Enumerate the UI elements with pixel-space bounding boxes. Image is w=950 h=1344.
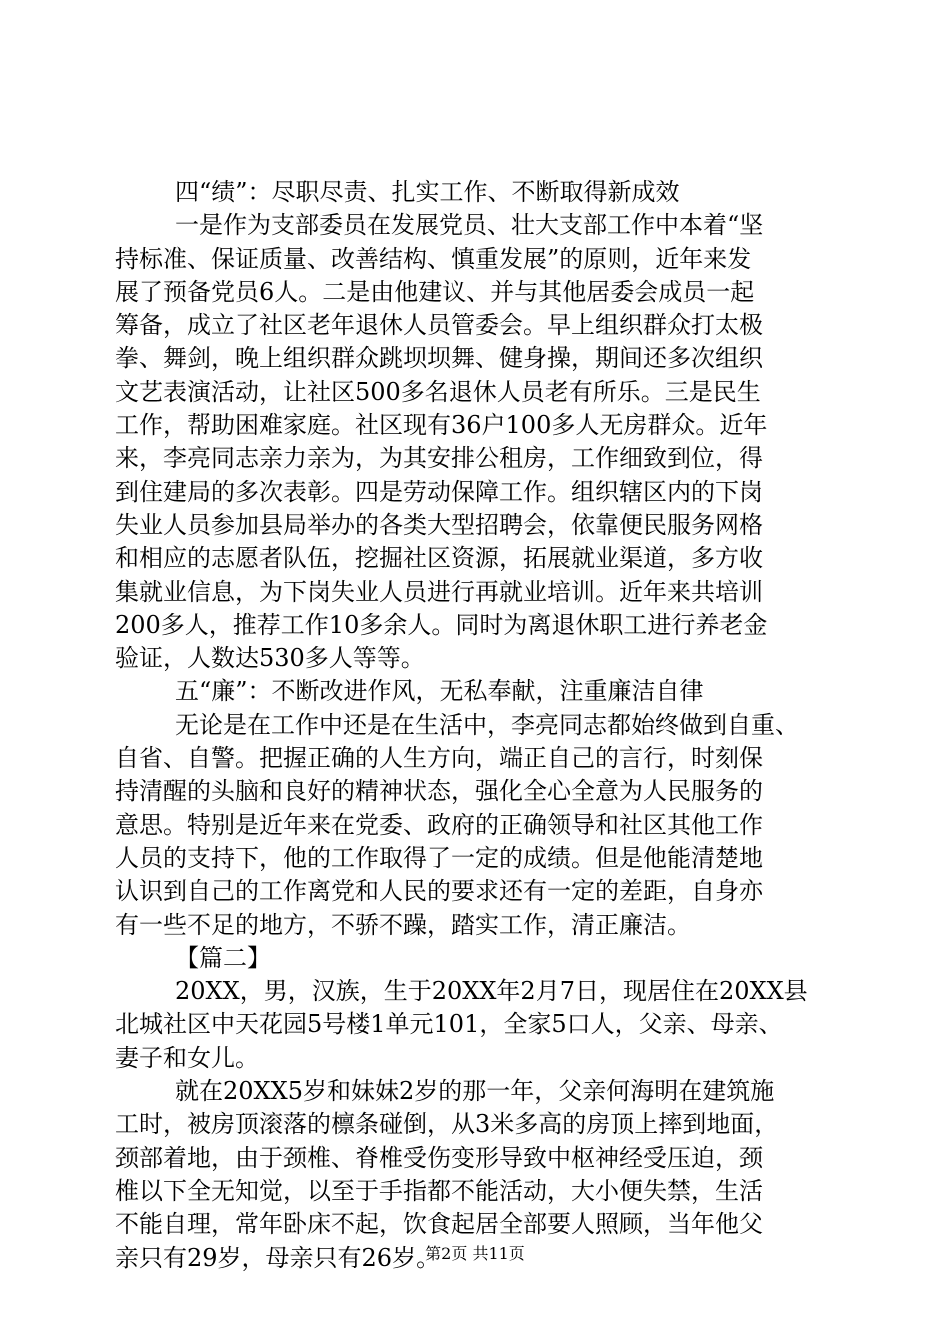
section-heading-pian-er: 【篇二】 [175,943,271,972]
paragraph-line: 自省、自警。把握正确的人生方向，端正自己的言行，时刻保 [115,744,763,773]
paragraph-line: 持清醒的头脑和良好的精神状态，强化全心全意为人民服务的 [115,777,763,806]
paragraph-line: 20XX，男，汉族，生于20XX年2月7日，现居住在20XX县 [175,977,808,1006]
section-heading-lian: 五“廉”：不断改进作风，无私奉献，注重廉洁自律 [175,677,704,706]
paragraph-line: 来，李亮同志亲力亲为，为其安排公租房，工作细致到位，得 [115,444,763,473]
document-body [115,176,865,1275]
paragraph-line: 拳、舞剑，晚上组织群众跳坝坝舞、健身操，期间还多次组织 [115,344,763,373]
paragraph-line: 验证，人数达530多人等等。 [115,644,425,673]
paragraph-line: 展了预备党员6人。二是由他建议、并与其他居委会成员一起 [115,277,755,306]
paragraph-line: 有一些不足的地方，不骄不躁，踏实工作，清正廉洁。 [115,910,691,939]
paragraph-line: 文艺表演活动，让社区500多名退休人员老有所乐。三是民生 [115,377,761,406]
paragraph-line: 妻子和女儿。 [115,1043,259,1072]
page-number-footer: 第2页 共11页 [425,1244,525,1263]
paragraph-line: 集就业信息，为下岗失业人员进行再就业培训。近年来共培训 [115,577,763,606]
paragraph-line: 认识到自己的工作离党和人民的要求还有一定的差距，自身亦 [115,877,763,906]
paragraph-line: 不能自理，常年卧床不起，饮食起居全部要人照顾，当年他父 [115,1210,763,1239]
paragraph-line: 失业人员参加县局举办的各类大型招聘会，依靠便民服务网格 [115,510,763,539]
paragraph-line: 意思。特别是近年来在党委、政府的正确领导和社区其他工作 [115,810,763,839]
paragraph-line: 颈部着地，由于颈椎、脊椎受伤变形导致中枢神经受压迫，颈 [115,1143,763,1172]
paragraph-line: 就在20XX5岁和妹妹2岁的那一年，父亲何海明在建筑施 [175,1077,775,1106]
section-heading-ji: 四“绩”：尽职尽责、扎实工作、不断取得新成效 [175,178,680,206]
paragraph-line: 一是作为支部委员在发展党员、壮大支部工作中本着“坚 [175,211,764,240]
paragraph-line: 200多人，推荐工作10多余人。同时为离退休职工进行养老金 [115,610,768,639]
paragraph-line: 工作，帮助困难家庭。社区现有36户100多人无房群众。近年 [115,411,768,440]
paragraph-line: 人员的支持下，他的工作取得了一定的成绩。但是他能清楚地 [115,843,763,872]
paragraph-line: 和相应的志愿者队伍，挖掘社区资源，拓展就业渠道，多方收 [115,544,763,573]
paragraph-line: 北城社区中天花园5号楼1单元101，全家5口人，父亲、母亲、 [115,1010,783,1039]
paragraph-line: 椎以下全无知觉，以至于手指都不能活动，大小便失禁，生活 [115,1176,763,1205]
paragraph-line: 无论是在工作中还是在生活中，李亮同志都始终做到自重、 [175,710,799,739]
paragraph-line: 筹备，成立了社区老年退休人员管委会。早上组织群众打太极 [115,311,763,340]
paragraph-line: 持标准、保证质量、改善结构、慎重发展”的原则，近年来发 [115,244,752,273]
paragraph-line: 亲只有29岁，母亲只有26岁。 [115,1243,441,1272]
paragraph-line: 到住建局的多次表彰。四是劳动保障工作。组织辖区内的下岗 [115,477,763,506]
paragraph-line: 工时，被房顶滚落的檩条碰倒，从3米多高的房顶上摔到地面， [115,1110,779,1139]
